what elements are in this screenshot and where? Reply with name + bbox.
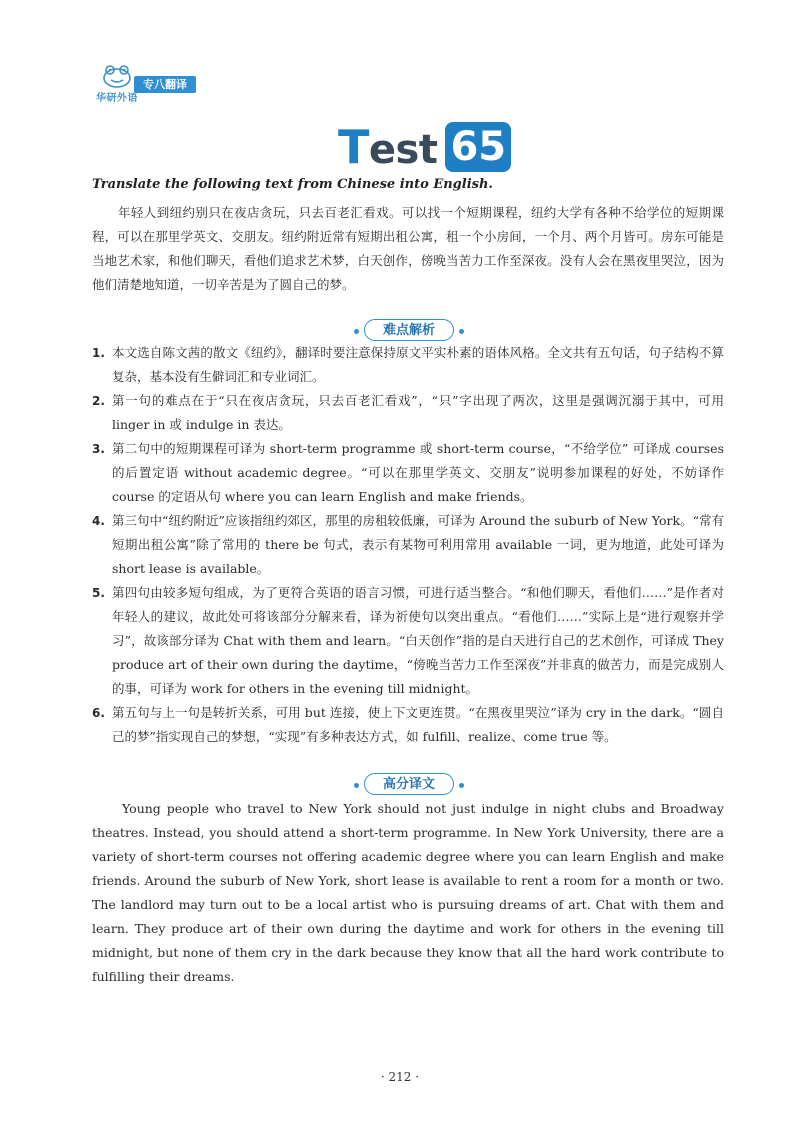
translation-heading: 高分译文: [364, 773, 454, 795]
note-number: 4.: [92, 514, 105, 528]
test-title: [338, 116, 511, 172]
page-number: · 212 ·: [380, 1070, 420, 1084]
analysis-notes: [92, 341, 724, 749]
note-text: 第四句由较多短句组成，为了更符合英语的语言习惯，可进行适当整合。“和他们聊天，看他们……”是作者对年轻人的建议，故此处可将该部分分解来看，译为祈使句以突出重点。“看他们……”实际上是“进行观察并学习”，故该部分译为 Chat with them and learn。“白天创作”指的是白天进行自己的艺术创作，可译成 They produce art of their own during the daytime，“傍晚当苦力工作至深夜”并非真的做苦力，而是完成别人的事，可译为 work for others in the evening till midnight。: [112, 585, 724, 696]
instruction: Translate the following text from Chinese into English.: [92, 177, 493, 192]
note-text: 第三句中“纽约附近”应该指纽约郊区，那里的房租较低廉，可译为 Around the suburb of New York。“常有短期出租公寓”除了常用的 there be 句式，表示有某物可利用常用 available 一词，更为地道，此处可译为 short lease is available。: [112, 513, 724, 576]
note-text: 第五句与上一句是转折关系，可用 but 连接，使上下文更连贯。“在黑夜里哭泣”译为 cry in the dark。“圆自己的梦”指实现自己的梦想，“实现”有多种表达方式，如 fulfill、realize、come true 等。: [112, 705, 724, 744]
logo-text: 华研外语: [96, 93, 138, 104]
analysis-note: [92, 389, 724, 437]
analysis-note: [92, 701, 724, 749]
analysis-note: [92, 437, 724, 509]
source-text: 年轻人到纽约别只在夜店贪玩，只去百老汇看戏。可以找一个短期课程，纽约大学有各种不给学位的短期课程，可以在那里学英文、交朋友。纽约附近常有短期出租公寓，租一个小房间，一个月、两个月皆可。房东可能是当地艺术家，和他们聊天，看他们追求艺术梦，白天创作，傍晚当苦力工作至深夜。没有人会在黑夜里哭泣，因为他们清楚地知道，一切辛苦是为了圆自己的梦。: [92, 205, 724, 292]
note-number: 2.: [92, 394, 105, 408]
note-text: 第一句的难点在于“只在夜店贪玩，只去百老汇看戏”，“只”字出现了两次，这里是强调沉溺于其中，可用 linger in 或 indulge in 表达。: [112, 393, 724, 432]
test-word: Test: [338, 120, 438, 174]
analysis-heading: 难点解析: [364, 319, 454, 341]
note-text: 本文选自陈文茜的散文《纽约》，翻译时要注意保持原文平实朴素的语体风格。全文共有五句话，句子结构不算复杂，基本没有生僻词汇和专业词汇。: [112, 345, 724, 384]
test-number: 65: [445, 122, 511, 172]
note-number: 5.: [92, 586, 105, 600]
analysis-note: [92, 509, 724, 581]
note-number: 1.: [92, 346, 105, 360]
note-number: 3.: [92, 442, 105, 456]
analysis-note: [92, 581, 724, 701]
test-initial: T: [338, 120, 369, 174]
analysis-note: [92, 341, 724, 389]
series-tag: 专八翻译: [134, 76, 196, 93]
note-number: 6.: [92, 706, 105, 720]
model-translation: Young people who travel to New York should not just indulge in night clubs and Broadway theatres. Instead, you should attend a short-term programme. In New York University, there are a variety of short-term courses not offering academic degree where you can learn English and make friends. Around the suburb of New York, short lease is available to rent a room for a month or two. The landlord may turn out to be a local artist who is pursuing dreams of art. Chat with them and learn. They produce art of their own during the daytime and work for others in the evening till midnight, but none of them cry in the dark because they know that all the hard work contribute to fulfilling their dreams.: [92, 801, 724, 984]
note-text: 第二句中的短期课程可译为 short-term programme 或 short-term course，“不给学位” 可译成 courses 的后置定语 without academic degree。“可以在那里学英文、交朋友”说明参加课程的好处，不妨译作 course 的定语从句 where you can learn English and make friends。: [112, 441, 724, 504]
